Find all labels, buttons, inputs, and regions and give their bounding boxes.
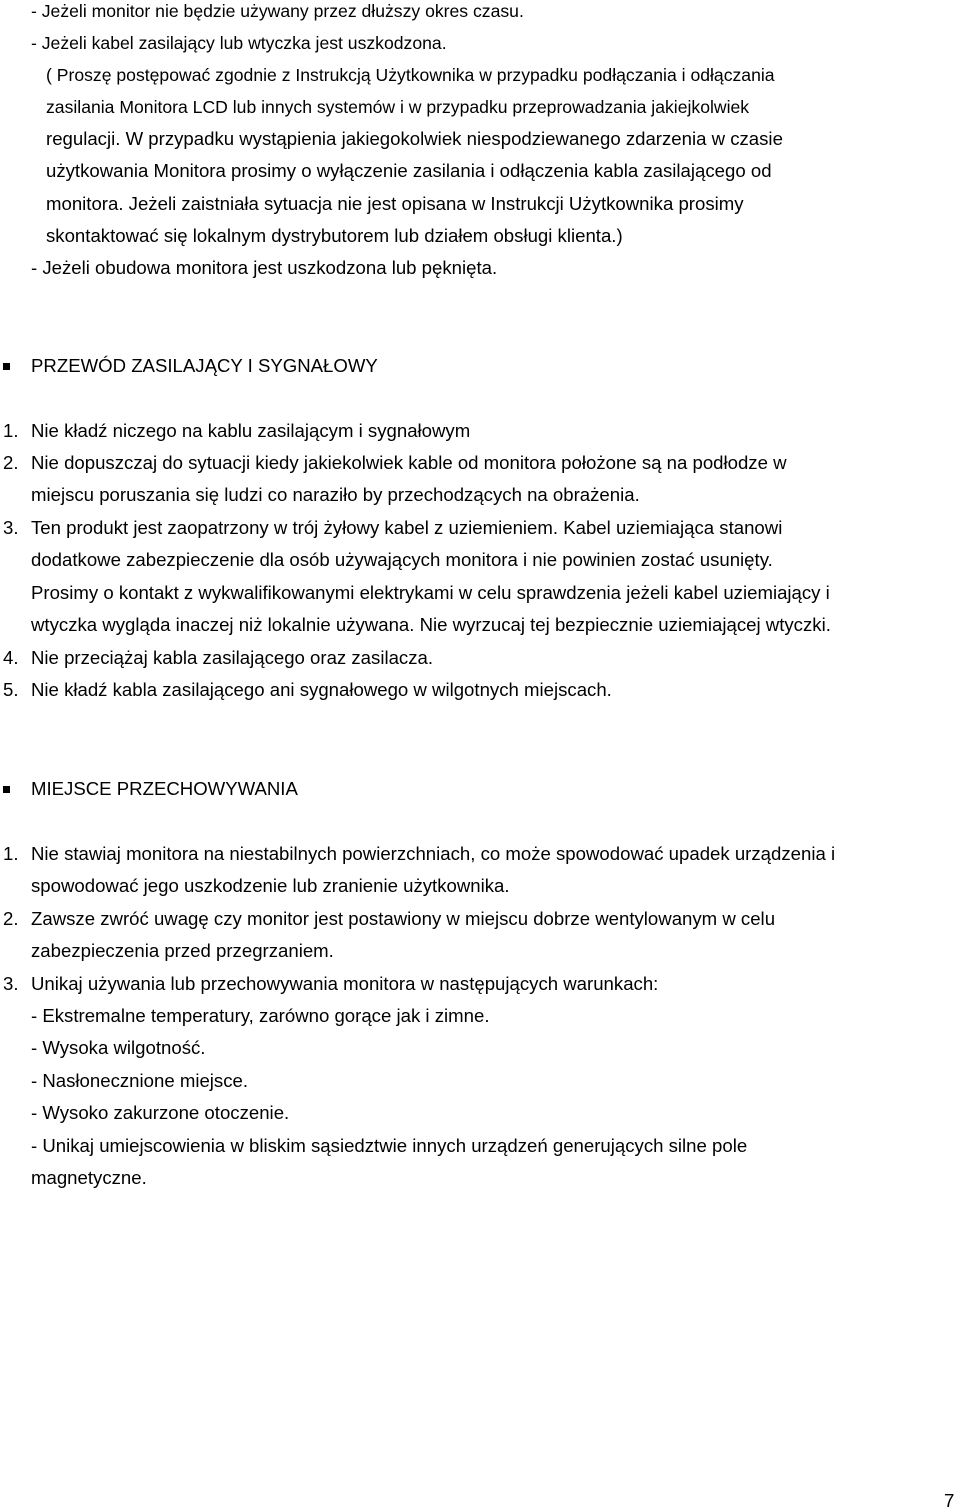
list-item: Ten produkt jest zaopatrzony w trój żyłowy kabel z uziemieniem. Kabel uziemiająca stanowi <box>31 517 783 538</box>
list-number: 1. <box>3 420 19 441</box>
list-item: Prosimy o kontakt z wykwalifikowanymi elektrykami w celu sprawdzenia jeżeli kabel uziemiający i <box>31 582 830 603</box>
list-number: 4. <box>3 647 19 668</box>
list-item: Nie dopuszczaj do sytuacji kiedy jakiekolwiek kable od monitora położone są na podłodze w <box>31 452 787 473</box>
list-item: Nie przeciążaj kabla zasilającego oraz zasilacza. <box>31 647 434 668</box>
list-number: 1. <box>3 843 19 864</box>
list-item: zabezpieczenia przed przegrzaniem. <box>31 940 334 961</box>
list-item: Nie kładź niczego na kablu zasilającym i sygnałowym <box>31 420 471 441</box>
list-item: - Unikaj umiejscowienia w bliskim sąsiedztwie innych urządzeń generujących silne pole <box>31 1135 748 1156</box>
heading-bullet-icon <box>3 363 10 370</box>
list-item: - Ekstremalne temperatury, zarówno gorące jak i zimne. <box>31 1005 490 1026</box>
intro-line: - Jeżeli obudowa monitora jest uszkodzona lub pęknięta. <box>31 257 498 278</box>
section-heading: MIEJSCE PRZECHOWYWANIA <box>31 778 298 799</box>
intro-line: ( Proszę postępować zgodnie z Instrukcją Użytkownika w przypadku podłączania i odłączania <box>46 65 775 85</box>
list-item: magnetyczne. <box>31 1167 147 1188</box>
list-number: 3. <box>3 517 19 538</box>
list-item: - Wysoka wilgotność. <box>31 1037 206 1058</box>
list-item: - Nasłonecznione miejsce. <box>31 1070 249 1091</box>
list-item: - Wysoko zakurzone otoczenie. <box>31 1102 290 1123</box>
heading-bullet-icon <box>3 786 10 793</box>
list-number: 3. <box>3 973 19 994</box>
list-number: 2. <box>3 452 19 473</box>
list-item: spowodować jego uszkodzenie lub zranienie użytkownika. <box>31 875 510 896</box>
section-heading: PRZEWÓD ZASILAJĄCY I SYGNAŁOWY <box>31 355 378 376</box>
intro-line: regulacji. W przypadku wystąpienia jakiegokolwiek niespodziewanego zdarzenia w czasie <box>46 128 783 149</box>
list-item: Nie stawiaj monitora na niestabilnych powierzchniach, co może spowodować upadek urządzenia i <box>31 843 836 864</box>
intro-line: zasilania Monitora LCD lub innych systemów i w przypadku przeprowadzania jakiejkolwiek <box>46 97 750 117</box>
intro-line: - Jeżeli monitor nie będzie używany przez dłuższy okres czasu. <box>31 1 524 21</box>
intro-line: użytkowania Monitora prosimy o wyłączenie zasilania i odłączenia kabla zasilającego od <box>46 160 772 181</box>
list-item: Unikaj używania lub przechowywania monitora w następujących warunkach: <box>31 973 659 994</box>
list-item: Nie kładź kabla zasilającego ani sygnałowego w wilgotnych miejscach. <box>31 679 612 700</box>
intro-line: skontaktować się lokalnym dystrybutorem lub działem obsługi klienta.) <box>46 225 623 246</box>
page-number: 7 <box>944 1490 955 1511</box>
intro-line: monitora. Jeżeli zaistniała sytuacja nie jest opisana w Instrukcji Użytkownika prosimy <box>46 193 744 214</box>
list-number: 2. <box>3 908 19 929</box>
list-item: Zawsze zwróć uwagę czy monitor jest postawiony w miejscu dobrze wentylowanym w celu <box>31 908 776 929</box>
intro-line: - Jeżeli kabel zasilający lub wtyczka jest uszkodzona. <box>31 33 447 53</box>
list-item: wtyczka wygląda inaczej niż lokalnie używana. Nie wyrzucaj tej bezpiecznie uziemiającej wtyczki. <box>31 614 831 635</box>
list-item: dodatkowe zabezpieczenie dla osób używających monitora i nie powinien zostać usunięty. <box>31 549 773 570</box>
list-item: miejscu poruszania się ludzi co naraziło by przechodzących na obrażenia. <box>31 484 640 505</box>
list-number: 5. <box>3 679 19 700</box>
